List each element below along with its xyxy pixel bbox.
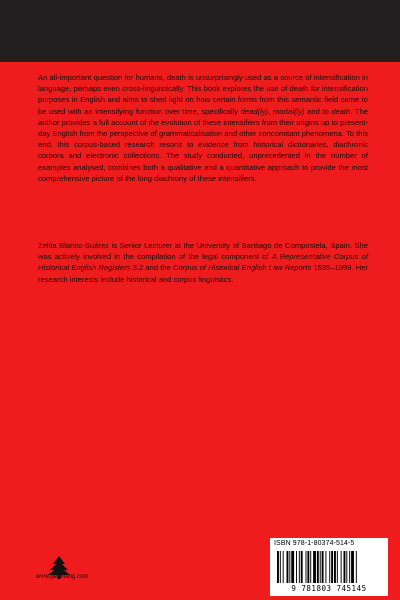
barcode-bar	[307, 551, 309, 583]
barcode-bar	[356, 551, 357, 583]
barcode-bar	[334, 551, 336, 583]
barcode-bar	[277, 551, 279, 583]
barcode-bar	[344, 551, 346, 583]
barcode-bar	[299, 551, 300, 583]
barcode-bar	[291, 551, 294, 583]
top-band	[0, 0, 400, 62]
book-description	[38, 72, 368, 184]
blurb-text: An all-important question for humans, death is unsurprisingly used as a source of intensification in language, perhaps even cross-linguistically. This book explores the use of death for intensification purposes in English and aims to shed light on how certain forms from this semantic field came to be used with an intensifying function over time, specifically	[38, 73, 368, 116]
barcode	[276, 551, 382, 583]
back-cover	[0, 62, 400, 600]
blurb-term: mortal(ly)	[272, 106, 305, 116]
bio-title: A Representative Corpus of Historical English Registers	[38, 252, 368, 273]
barcode-bar	[341, 551, 342, 583]
barcode-bar	[325, 551, 326, 583]
isbn-barcode-box	[270, 538, 388, 596]
barcode-bar	[349, 551, 350, 583]
bio-text: Zeltia Blanco-Suárez is Senior Lecturer at the University of Santiago de Compostela, Spain. She was actively involved in the compilation of the legal component of	[38, 241, 368, 262]
barcode-bar	[329, 551, 330, 583]
barcode-bar	[310, 551, 311, 583]
barcode-digits: 9 781803 745145	[291, 584, 367, 593]
barcode-bar	[331, 551, 333, 583]
barcode-bar	[283, 551, 284, 583]
barcode-bar	[317, 551, 319, 583]
isbn-label: ISBN 978-1-80374-514-5	[274, 540, 355, 547]
barcode-bar	[337, 551, 338, 583]
publisher-url[interactable]: www.peterlang.com	[36, 574, 89, 580]
barcode-bar	[301, 551, 303, 583]
bio-text: 3.2 and the	[130, 263, 173, 273]
barcode-bar	[346, 551, 347, 583]
barcode-bar	[313, 551, 316, 583]
barcode-bar	[320, 551, 321, 583]
barcode-bar	[322, 551, 324, 583]
bio-text: 1535–1999. Her research interests include historical and corpus linguistics.	[38, 263, 368, 284]
barcode-bar	[296, 551, 297, 583]
barcode-bar	[289, 551, 290, 583]
barcode-bar	[351, 551, 354, 583]
blurb-term: dead(ly)	[240, 106, 269, 116]
author-bio	[38, 240, 368, 285]
bio-title: Corpus of Historical English Law Reports	[173, 263, 312, 273]
barcode-bar	[287, 551, 289, 583]
barcode-bar	[306, 551, 307, 583]
blurb-text: ,	[268, 106, 273, 116]
blurb-text: . The author provides a full account of the evolution of these intensifiers from their origins up to present-day English from the perspective of grammaticalisation and other concomitant phenomena. To this end, this corpus-based research resorts to evidence from historical dictionaries, diachronic corpora and electronic collections. The study conducted, unprecedented in the number of examples analysed, combines both a qualitative and a quantitative approach to provide the most comprehensive picture of the long diachrony of these intensifiers.	[38, 106, 368, 183]
blurb-text: and	[304, 106, 323, 116]
barcode-bar	[280, 551, 281, 583]
blurb-term: to death	[322, 106, 351, 116]
